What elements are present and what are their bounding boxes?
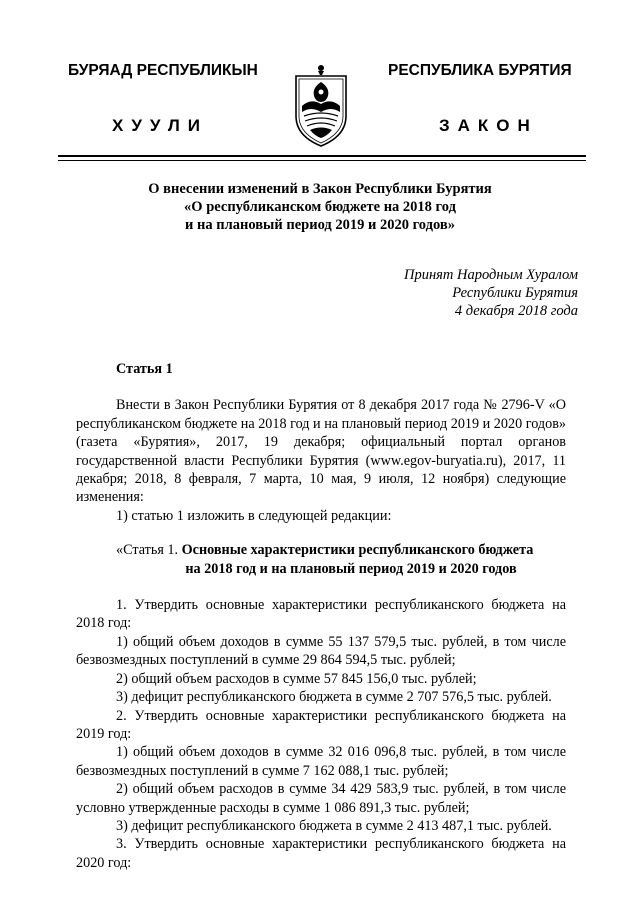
paragraph-2-item-3: 3) дефицит республиканского бюджета в сумме 2 413 487,1 тыс. рублей. xyxy=(116,817,552,834)
law-title-line: О внесении изменений в Закон Республики Бурятия xyxy=(148,181,492,197)
sub-article-title-a: Основные характеристики республиканского бюджета xyxy=(181,542,534,559)
law-title-line: «О республиканском бюджете на 2018 год xyxy=(184,199,456,215)
adoption-line: Принят Народным Хуралом xyxy=(403,267,578,283)
header-left-subtitle: ХУУЛИ xyxy=(112,116,208,135)
header-left-title: БУРЯАД РЕСПУБЛИКЫН xyxy=(68,62,258,79)
article-item-1: 1) статью 1 изложить в следующей редакции: xyxy=(116,507,392,524)
paragraph-2-item-1: 1) общий объем доходов в сумме 32 016 096,8 тыс. рублей, в том числе безвозмездных поступлений в сумме 7 162 088,1 тыс. рублей; xyxy=(76,744,566,779)
paragraph-2: 2. Утвердить основные характеристики республиканского бюджета на 2019 год: xyxy=(76,707,566,742)
paragraph-3: 3. Утвердить основные характеристики республиканского бюджета на 2020 год: xyxy=(76,836,566,871)
coat-of-arms-icon xyxy=(292,62,350,148)
sub-article-title-b: на 2018 год и на плановый период 2019 и 2020 годов xyxy=(185,560,517,577)
header-right-subtitle: ЗАКОН xyxy=(439,116,538,135)
article-body xyxy=(76,360,566,872)
paragraph-1-item-3: 3) дефицит республиканского бюджета в сумме 2 707 576,5 тыс. рублей. xyxy=(116,689,552,706)
paragraph-1-item-2: 2) общий объем расходов в сумме 57 845 156,0 тыс. рублей; xyxy=(116,670,477,687)
law-title xyxy=(100,180,540,234)
paragraph-1: 1. Утвердить основные характеристики республиканского бюджета на 2018 год: xyxy=(76,597,566,632)
header-divider-thick xyxy=(58,155,586,157)
header-right-title: РЕСПУБЛИКА БУРЯТИЯ xyxy=(388,62,572,79)
adoption-date: 4 декабря 2018 года xyxy=(454,303,578,319)
sub-article-title xyxy=(76,541,566,559)
header-divider-thin xyxy=(58,160,586,161)
paragraph-1-item-1: 1) общий объем доходов в сумме 55 137 579,5 тыс. рублей, в том числе безвозмездных поступлений в сумме 29 864 594,5 тыс. рублей; xyxy=(76,633,566,669)
adoption-note xyxy=(404,266,578,320)
sub-article-prefix: «Статья 1. xyxy=(116,542,179,559)
law-title-line: и на плановый период 2019 и 2020 годов» xyxy=(185,217,455,233)
article-intro: Внести в Закон Республики Бурятия от 8 декабря 2017 года № 2796-V «О республиканском бюджете на 2018 год и на плановый период 2019 и 2020 годов» (газета «Бурятия», 2017, 19 декабря; официальный портал органов государственной власти Республики Бурятия (www.egov-buryatia.ru), 2017, 11 декабря; 2018, 8 февраля, 7 марта, 10 мая, 9 июля, 12 ноября) следующие изменения: xyxy=(76,397,566,506)
adoption-line: Республики Бурятия xyxy=(452,285,578,301)
article-heading: Статья 1 xyxy=(116,361,173,377)
paragraph-2-item-2: 2) общий объем расходов в сумме 34 429 583,9 тыс. рублей, в том числе условно утвержденные расходы в сумме 1 086 891,3 тыс. рублей; xyxy=(76,781,566,816)
